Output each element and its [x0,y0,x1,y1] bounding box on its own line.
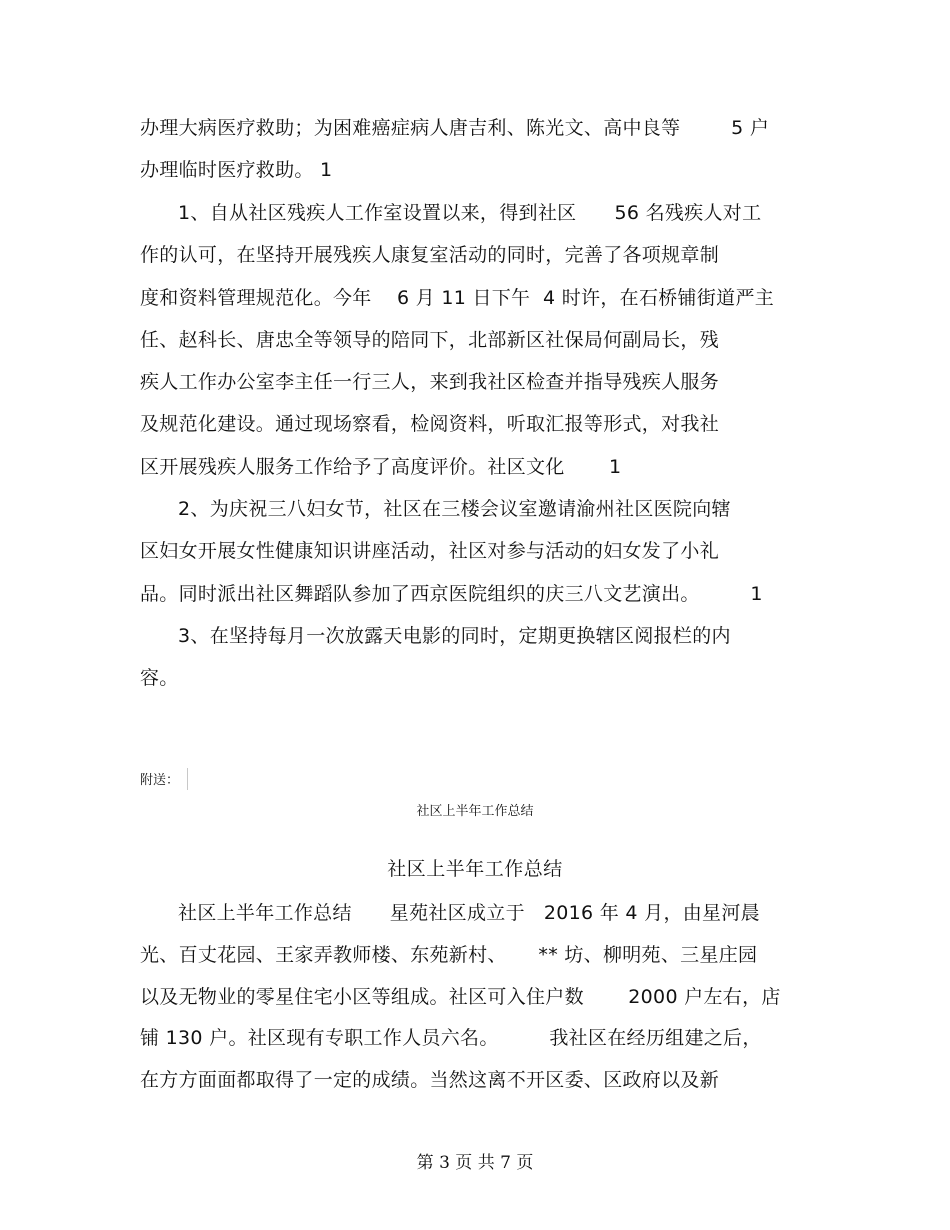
body-line: 任、赵科长、唐忠全等领导的陪同下，北部新区社保局何副局长，残 [140,329,720,351]
body-line: 区开展残疾人服务工作给予了高度评价。社区文化 1 [140,456,622,478]
body-line: 1、自从社区残疾人工作室设置以来，得到社区 56 名残疾人对工 [140,202,762,224]
appendix-label: 附送： [140,773,180,788]
body-line: 品。同时派出社区舞蹈队参加了西京医院组织的庆三八文艺演出。 1 [140,583,763,605]
appendix-line: 以及无物业的零星住宅小区等组成。社区可入住户数 2000 户左右，店 [140,986,781,1008]
body-line: 2、为庆祝三八妇女节，社区在三楼会议室邀请渝州社区医院向辖 [140,498,731,520]
appendix-line: 在方方面面都取得了一定的成绩。当然这离不开区委、区政府以及新 [140,1069,720,1091]
appendix-line: 社区上半年工作总结 星苑社区成立于 2016 年 4 月，由星河晨 [140,902,760,924]
appendix-line: 铺 130 户。社区现有专职工作人员六名。 我社区在经历组建之后， [140,1027,762,1049]
appendix-small-title: 社区上半年工作总结 [416,804,534,819]
appendix-line: 光、百丈花园、王家弄教师楼、东苑新村、 ** 坊、柳明苑、三星庄园 [140,944,758,966]
body-line: 办理临时医疗救助。 1 [140,159,333,181]
divider [187,768,188,790]
page-number: 第 3 页 共 7 页 [416,1153,534,1173]
body-line: 容。 [140,667,179,689]
body-line: 度和资料管理规范化。今年 6 月 11 日下午 4 时许，在石桥铺街道严主 [140,287,775,309]
body-line: 3、在坚持每月一次放露天电影的同时，定期更换辖区阅报栏的内 [140,625,731,647]
body-line: 疾人工作办公室李主任一行三人，来到我社区检查并指导残疾人服务 [140,371,720,393]
body-line: 及规范化建设。通过现场察看，检阅资料，听取汇报等形式，对我社 [140,413,720,435]
body-line: 区妇女开展女性健康知识讲座活动，社区对参与活动的妇女发了小礼 [140,540,720,562]
body-line: 作的认可，在坚持开展残疾人康复室活动的同时，完善了各项规章制 [140,244,720,266]
body-line: 办理大病医疗救助；为困难癌症病人唐吉利、陈光文、高中良等 5 户 [140,117,770,139]
appendix-title: 社区上半年工作总结 [387,858,563,880]
